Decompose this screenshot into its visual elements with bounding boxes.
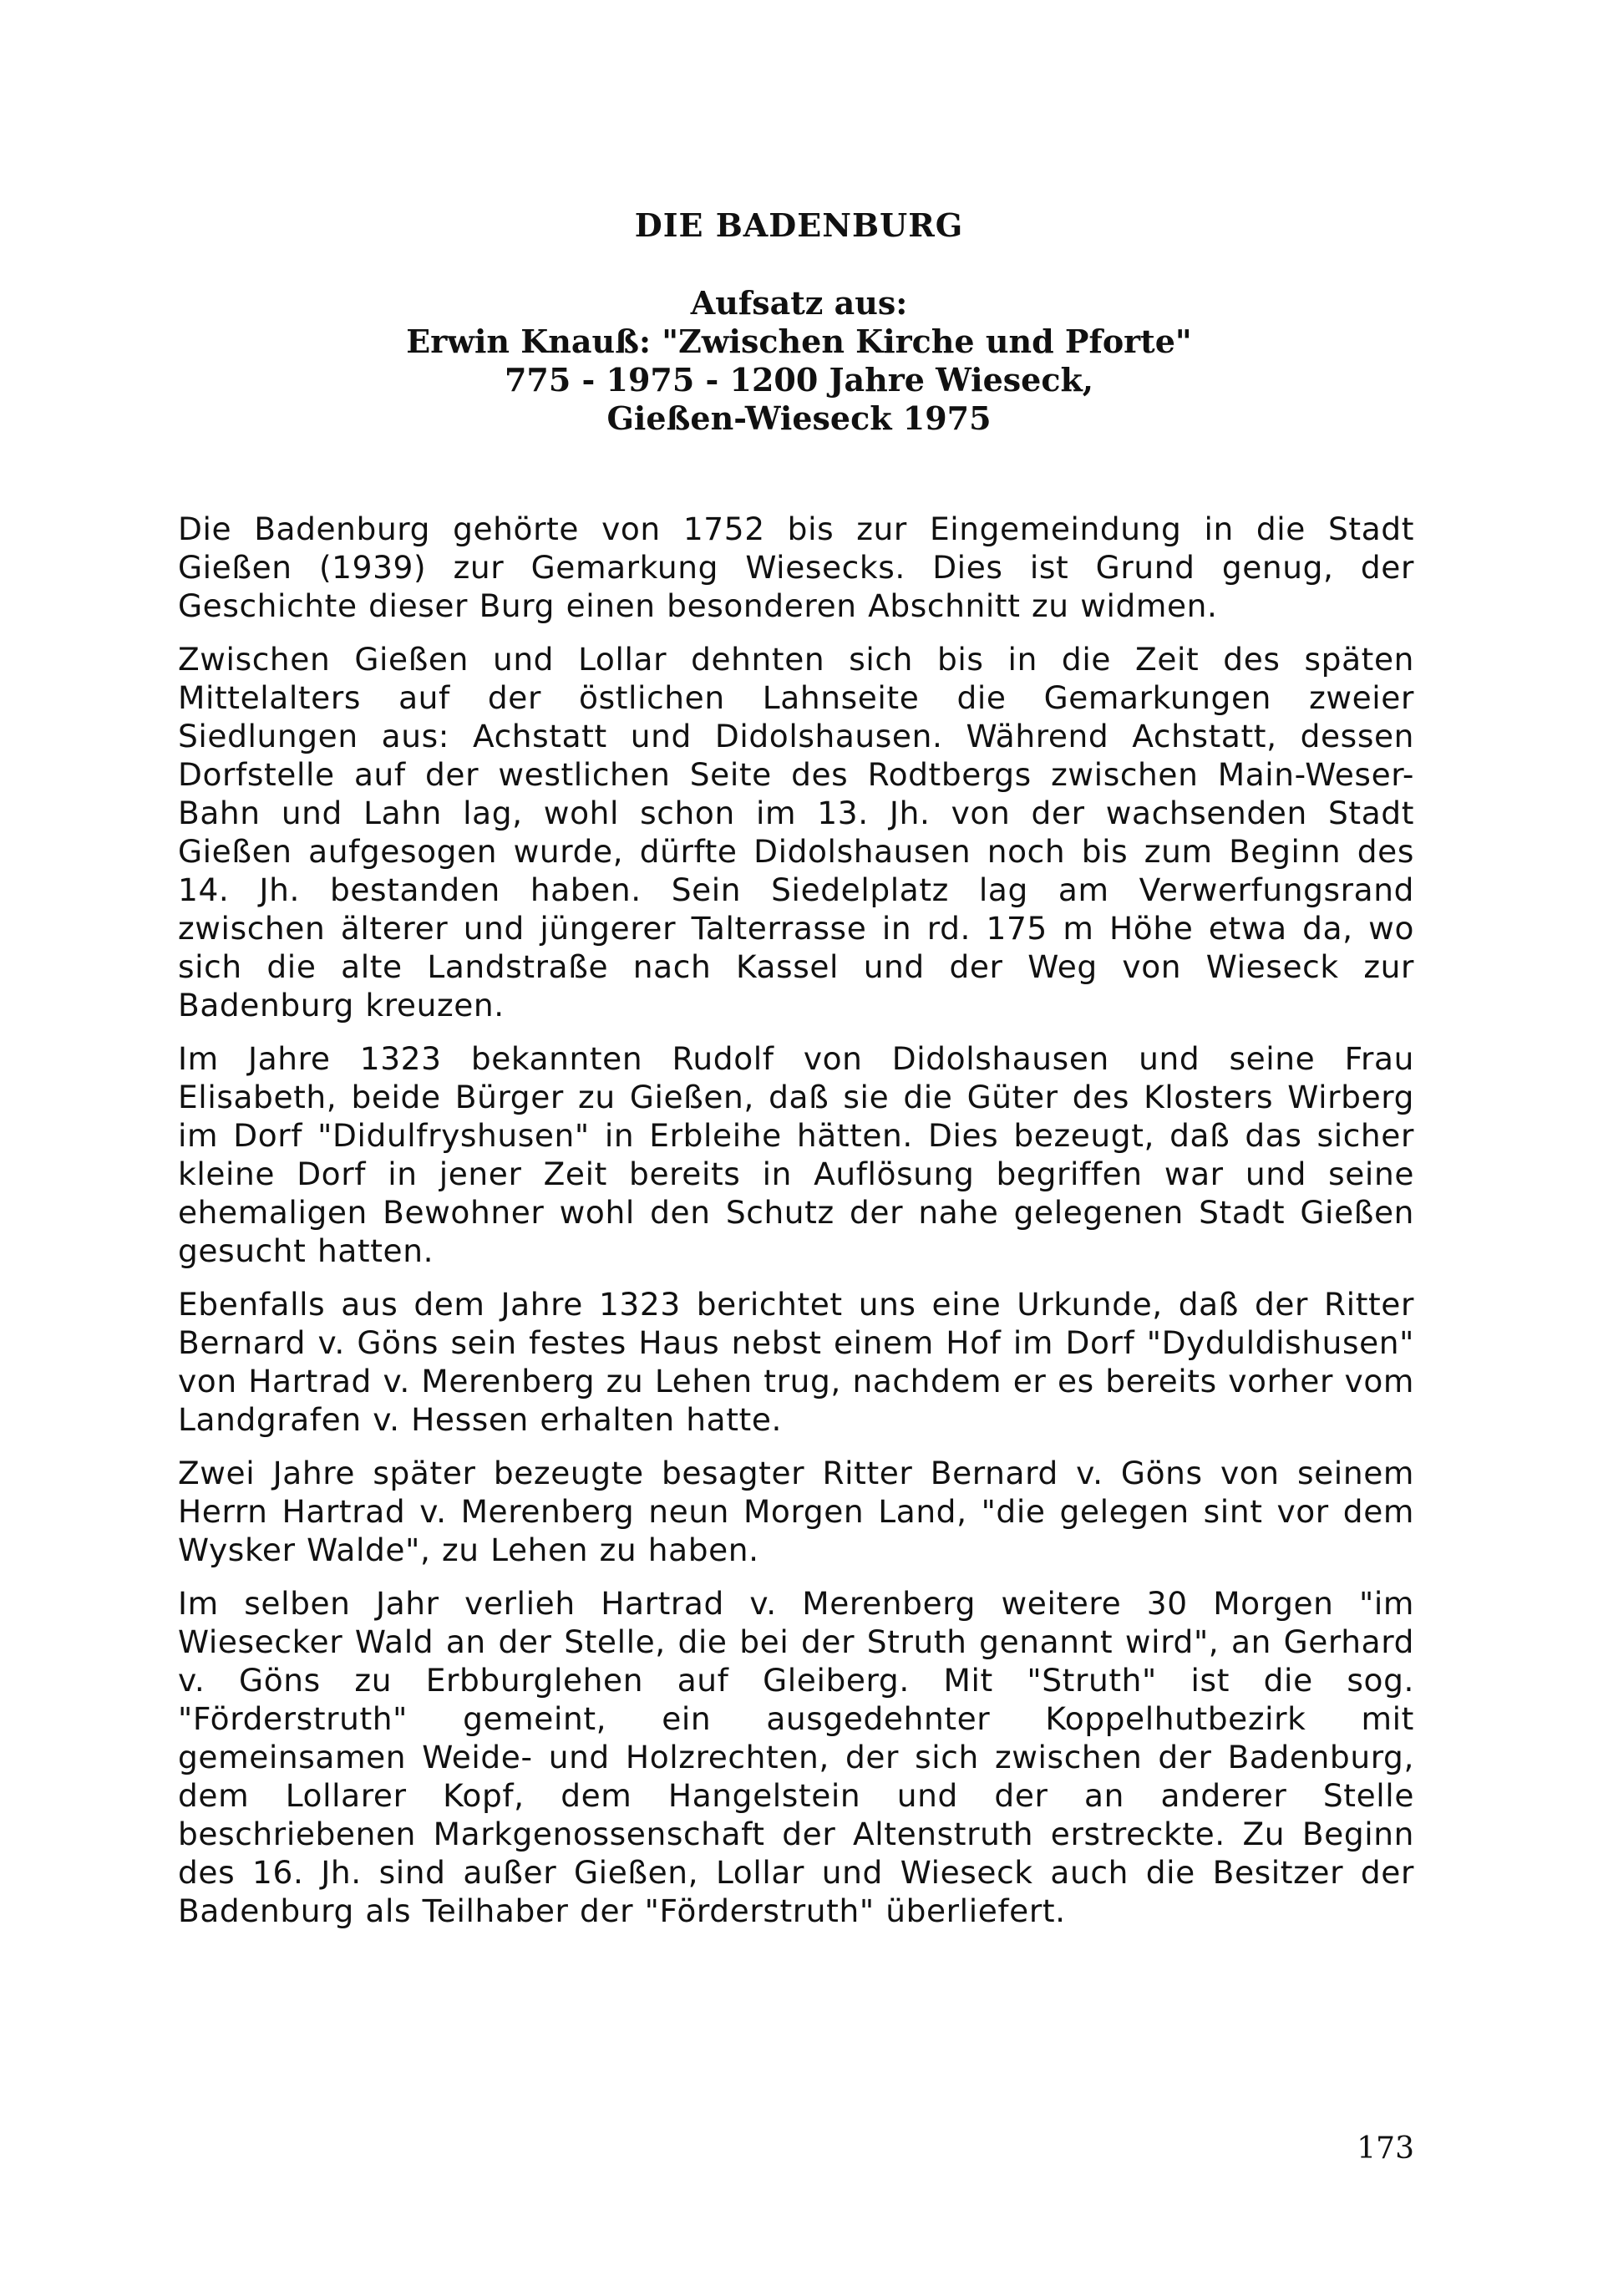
body-text [178, 510, 1414, 1945]
source-line-4: Gießen-Wieseck 1975 [606, 399, 992, 437]
source-line-3: 775 - 1975 - 1200 Jahre Wieseck, [504, 361, 1094, 399]
source-line-1: Aufsatz aus: [690, 284, 908, 322]
page-number: 173 [1357, 2131, 1414, 2166]
source-citation [0, 284, 1598, 438]
source-line-2: Erwin Knauß: "Zwischen Kirche und Pforte" [406, 323, 1192, 360]
paragraph-4: Ebenfalls aus dem Jahre 1323 berichtet uns eine Urkunde, daß der Ritter Bernard v. Göns sein festes Haus nebst einem Hof im Dorf "Dyduldishusen" von Hartrad v. Merenberg zu Lehen trug, nachdem er es bereits vorher vom Landgrafen v. Hessen erhalten hatte. [178, 1286, 1414, 1438]
paragraph-5: Zwei Jahre später bezeugte besagter Ritter Bernard v. Göns von seinem Herrn Hartrad v. Merenberg neun Morgen Land, "die gelegen sint vor dem Wysker Walde", zu Lehen zu haben. [178, 1455, 1414, 1568]
page-title: DIE BADENBURG [634, 206, 964, 244]
paragraph-3: Im Jahre 1323 bekannten Rudolf von Didolshausen und seine Frau Elisabeth, beide Bürger zu Gießen, daß sie die Güter des Klosters Wirberg im Dorf "Didulfryshusen" in Erbleihe hätten. Dies bezeugt, daß das sicher kleine Dorf in jener Zeit bereits in Auflösung begriffen war und seine ehemaligen Bewohner wohl den Schutz der nahe gelegenen Stadt Gießen gesucht hatten. [178, 1040, 1414, 1269]
paragraph-6: Im selben Jahr verlieh Hartrad v. Merenberg weitere 30 Morgen "im Wiesecker Wald an der Stelle, die bei der Struth genannt wird", an Gerhard v. Göns zu Erbburglehen auf Gleiberg. Mit "Struth" ist die sog. "Förderstruth" gemeint, ein ausgedehnter Koppelhutbezirk mit gemeinsamen Weide- und Holzrechten, der sich zwischen der Badenburg, dem Lollarer Kopf, dem Hangelstein und der an anderer Stelle beschriebenen Markgenossenschaft der Altenstruth erstreckte. Zu Beginn des 16. Jh. sind außer Gießen, Lollar und Wieseck auch die Besitzer der Badenburg als Teilhaber der "Förderstruth" überliefert. [178, 1585, 1414, 1929]
paragraph-2: Zwischen Gießen und Lollar dehnten sich bis in die Zeit des späten Mittelalters auf der östlichen Lahnseite die Gemarkungen zweier Siedlungen aus: Achstatt und Didolshausen. Während Achstatt, dessen Dorfstelle auf der westlichen Seite des Rodtbergs zwischen Main-Weser-Bahn und Lahn lag, wohl schon im 13. Jh. von der wachsenden Stadt Gießen aufgesogen wurde, dürfte Didolshausen noch bis zum Beginn des 14. Jh. bestanden haben. Sein Siedelplatz lag am Verwerfungsrand zwischen älterer und jüngerer Talterrasse in rd. 175 m Höhe etwa da, wo sich die alte Landstraße nach Kassel und der Weg von Wieseck zur Badenburg kreuzen. [178, 641, 1414, 1024]
paragraph-1: Die Badenburg gehörte von 1752 bis zur Eingemeindung in die Stadt Gießen (1939) zur Gemarkung Wiesecks. Dies ist Grund genug, der Geschichte dieser Burg einen besonderen Abschnitt zu widmen. [178, 511, 1414, 624]
